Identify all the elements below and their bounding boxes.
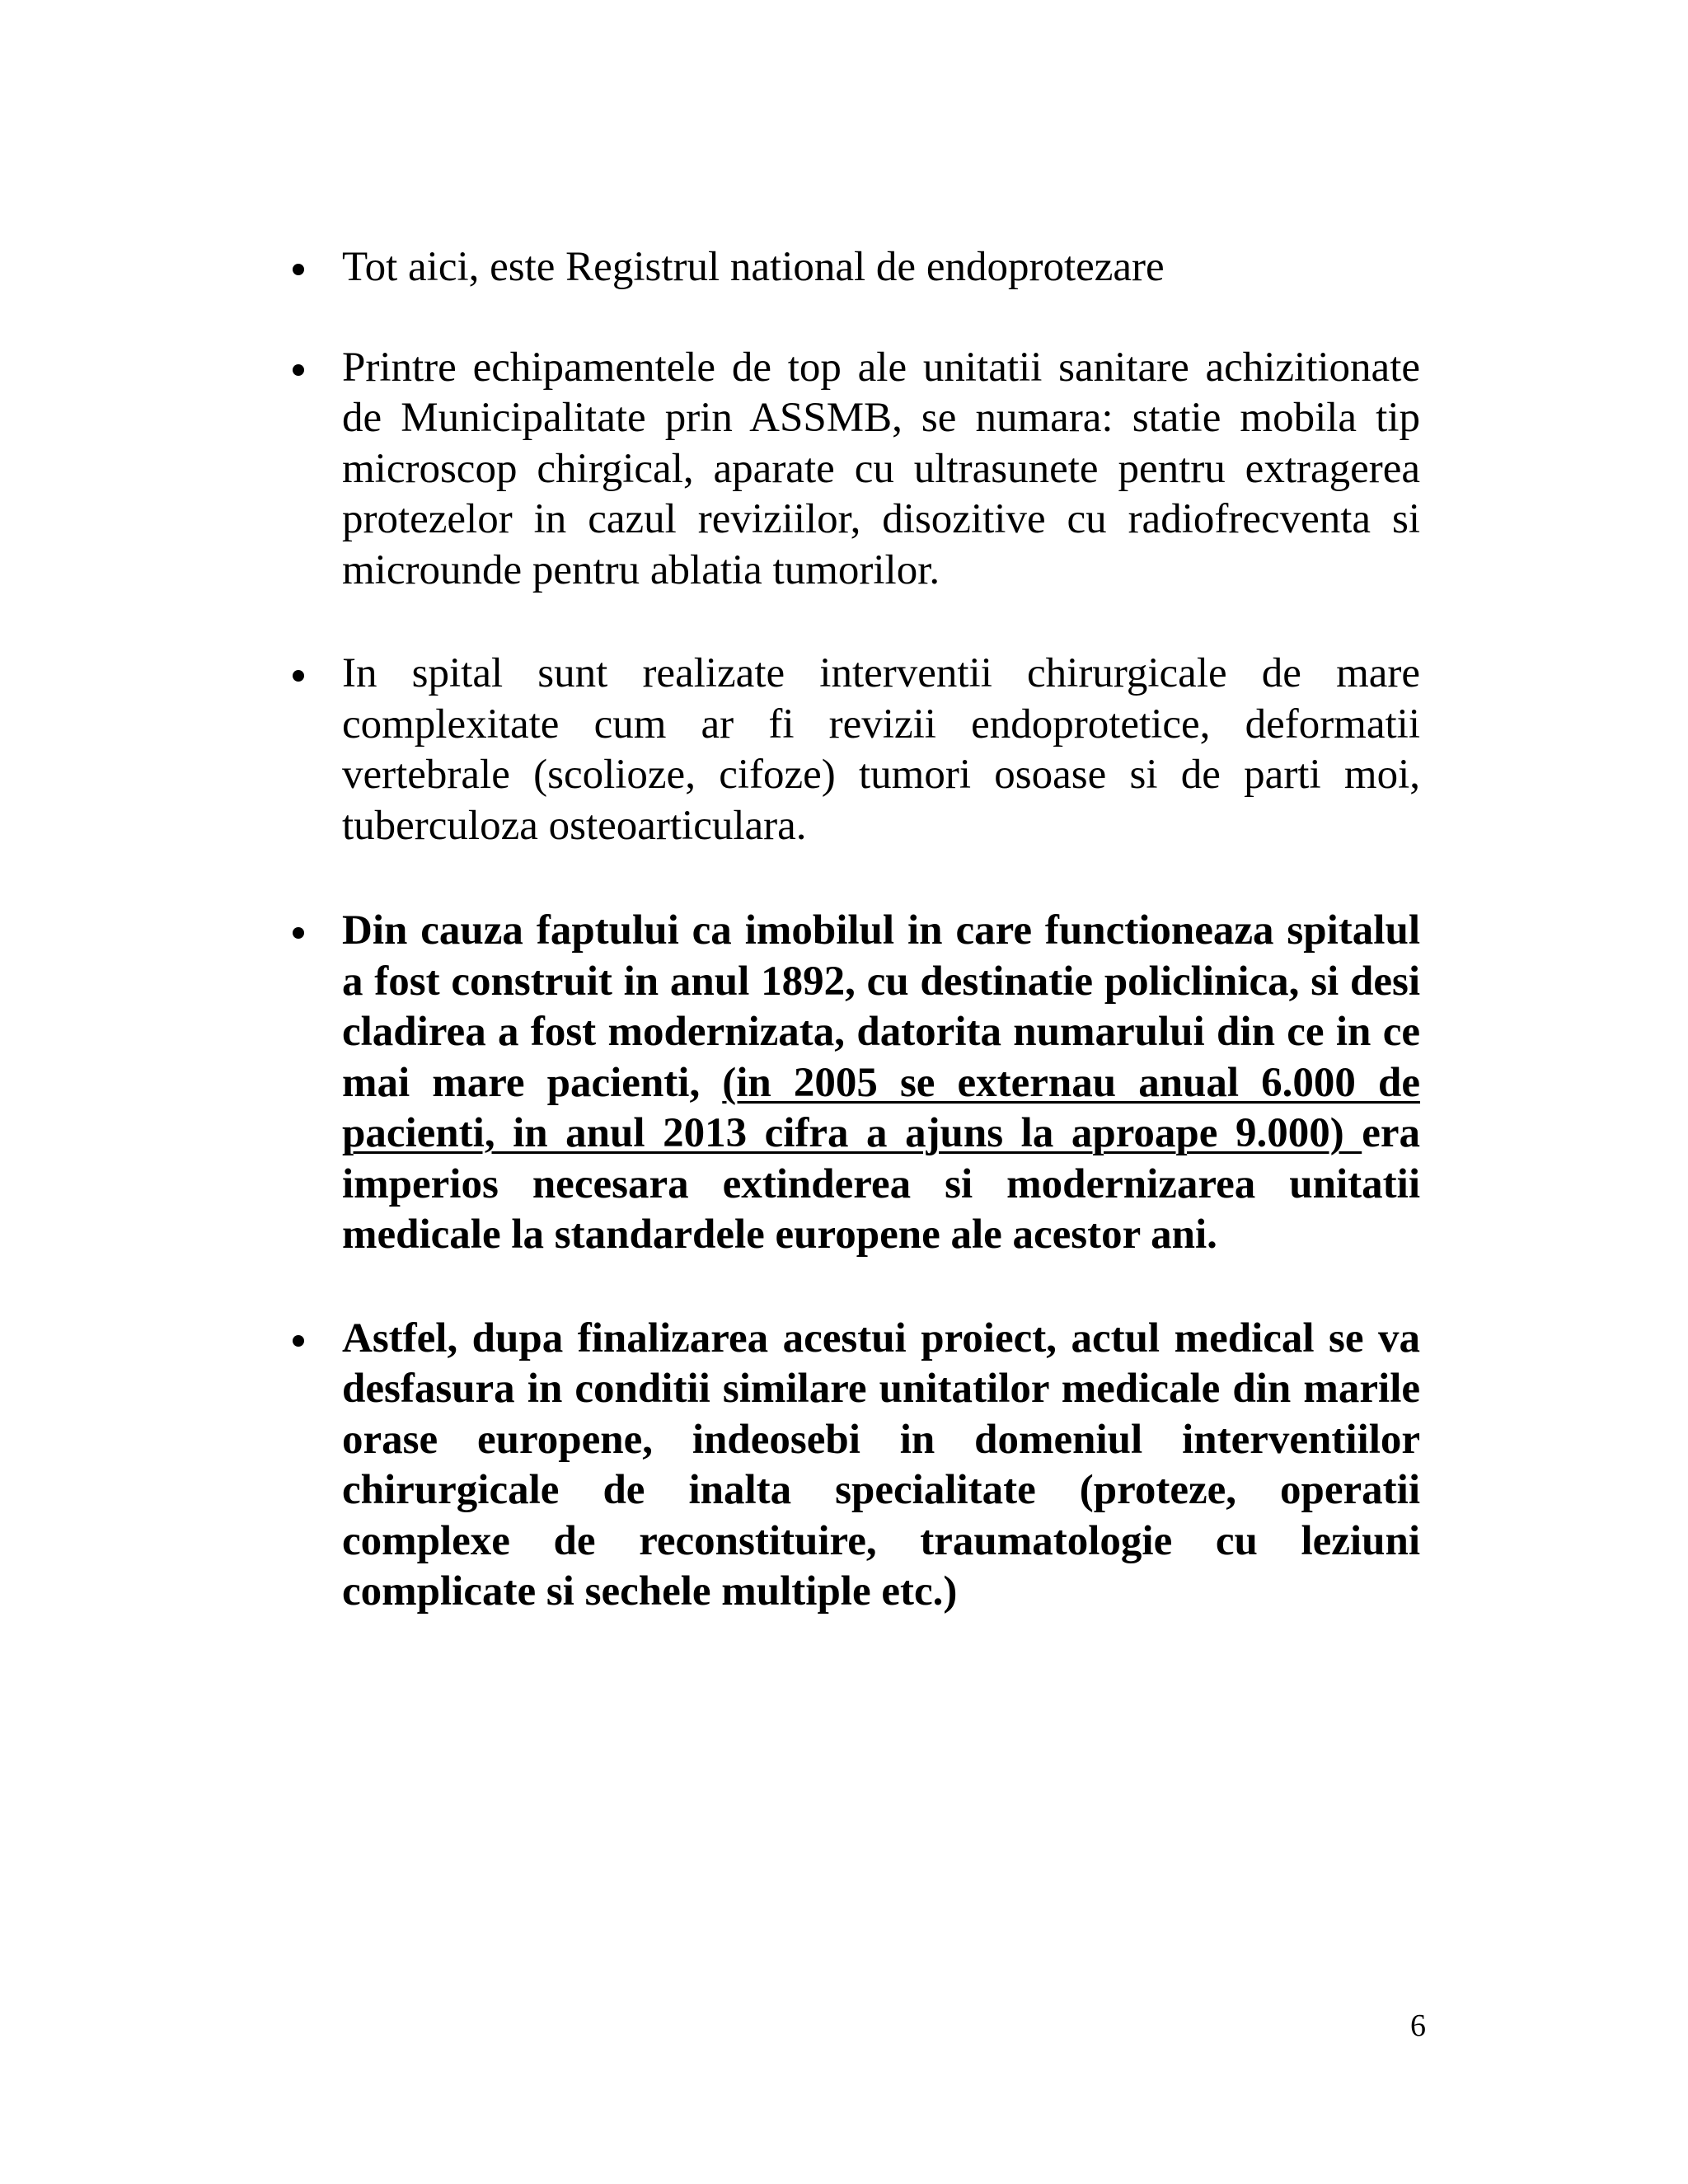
- bullet-item-building-history: [293, 906, 1420, 1261]
- bullet-dot-icon: [293, 927, 304, 939]
- bullet-text-underlined: (in 2005 se externau anual 6.000 de pacienti, in anul 2013 cifra a ajuns la aproape 9.000): [342, 1059, 1420, 1156]
- bullet-text: Printre echipamentele de top ale unitatii sanitare achizitionate de Municipalitate prin ASSMB, se numara: statie mobila tip microscop chirgical, aparate cu ultrasunete pentru extragerea protezelor in cazul reviziilor, disozitive cu radiofrecventa si microunde pentru ablatia tumorilor.: [342, 344, 1420, 593]
- bullet-dot-icon: [293, 1335, 304, 1347]
- bullet-text-before: Din cauza faptului ca imobilul in care functioneaza spitalul a fost construit in anul 1892, cu destinatie policlinica, si desi cladirea a fost modernizata, datorita numarului din ce in ce mai mare pacienti,: [342, 907, 1420, 1106]
- bullet-dot-icon: [293, 264, 304, 275]
- page-number: 6: [1410, 2008, 1426, 2043]
- bullet-list: [293, 242, 1420, 1670]
- bullet-dot-icon: [293, 670, 304, 682]
- bullet-text-after: era imperios necesara extinderea si modernizarea unitatii medicale la standardele europene ale acestor ani.: [342, 1110, 1420, 1258]
- bullet-text: In spital sunt realizate interventii chirurgicale de mare complexitate cum ar fi revizii endoprotetice, deformatii vertebrale (scolioze, cifoze) tumori osoase si de parti moi, tuberculoza osteoarticulara.: [342, 650, 1420, 849]
- bullet-text: Astfel, dupa finalizarea acestui proiect, actul medical se va desfasura in conditii similare unitatilor medicale din marile orase europene, indeosebi in domeniul interventiilor chirurgicale de inalta specialitate (proteze, operatii complexe de reconstituire, traumatologie cu leziuni complicate si sechele multiple etc.): [342, 1315, 1420, 1615]
- bullet-item-registry: [293, 242, 1420, 293]
- bullet-item-equipment: [293, 343, 1420, 597]
- bullet-item-interventions: [293, 649, 1420, 851]
- bullet-item-project-outcome: [293, 1314, 1420, 1618]
- bullet-text: Tot aici, este Registrul national de endoprotezare: [342, 244, 1165, 290]
- bullet-dot-icon: [293, 364, 304, 376]
